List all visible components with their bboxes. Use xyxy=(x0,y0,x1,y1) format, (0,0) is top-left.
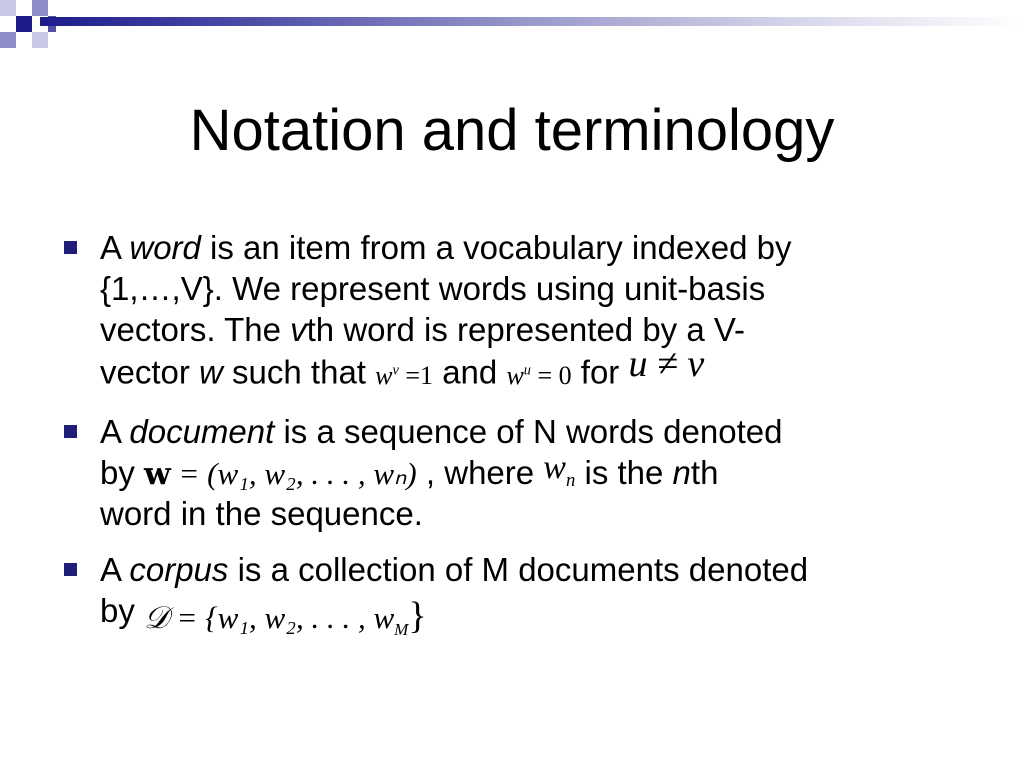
banner-square xyxy=(32,0,48,16)
term-corpus: corpus xyxy=(129,551,229,588)
math-symbol: = 0 xyxy=(530,360,572,390)
text: word in the sequence. xyxy=(100,495,423,532)
equation-w-v-equals-1 xyxy=(375,361,433,390)
banner-square xyxy=(0,32,16,48)
equation-u-not-equal-v: u ≠ v xyxy=(628,342,705,385)
bullet-square-icon xyxy=(64,563,77,576)
text: is a sequence of N words denoted xyxy=(274,413,783,450)
slide-title: Notation and terminology xyxy=(189,98,835,163)
bullet-corpus-definition xyxy=(100,549,980,640)
text: A xyxy=(100,229,130,266)
equation-w-n xyxy=(543,449,576,491)
text: th xyxy=(690,454,719,491)
text: , where xyxy=(416,454,544,491)
bullet-line xyxy=(100,309,980,350)
math-symbol: = (w₁, w₂, . . . , wₙ) xyxy=(170,456,417,491)
bullet-square-icon xyxy=(64,425,77,438)
math-subscript: M xyxy=(394,620,409,640)
bullet-line xyxy=(100,493,980,534)
text: vector xyxy=(100,353,200,391)
bullet-line xyxy=(100,268,980,309)
banner-square xyxy=(16,16,32,32)
math-symbol: } xyxy=(408,595,427,637)
bullet-line xyxy=(100,590,980,640)
math-symbol: =1 xyxy=(398,360,434,390)
bullet-line xyxy=(100,411,980,452)
variable-v: v xyxy=(290,311,307,348)
text: th word is represented by a V- xyxy=(306,311,746,348)
bullet-line xyxy=(100,549,980,590)
text: is the xyxy=(575,454,673,491)
equation-corpus-set xyxy=(144,595,427,640)
math-symbol: 𝒟 = {w₁, w₂, . . . , w xyxy=(144,600,395,635)
text: by xyxy=(100,454,145,491)
bullet-square-icon xyxy=(64,241,77,254)
text: is an item from a vocabulary indexed by xyxy=(200,229,792,266)
text: vectors. The xyxy=(100,311,291,348)
math-subscript: n xyxy=(565,469,576,491)
math-symbol: w xyxy=(375,360,393,390)
equation-w-u-equals-0 xyxy=(506,361,571,390)
text: and xyxy=(433,353,507,391)
bullet-line xyxy=(100,449,980,493)
text: for xyxy=(571,353,629,391)
text: such that xyxy=(222,353,376,391)
bullet-line xyxy=(100,342,980,391)
equation-document-sequence xyxy=(144,456,417,491)
bullet-word-definition xyxy=(100,227,980,391)
variable-w: w xyxy=(199,353,223,391)
math-symbol: w xyxy=(506,360,524,390)
math-symbol: w xyxy=(543,449,566,486)
text: A xyxy=(100,551,130,588)
decorative-banner xyxy=(0,0,1024,62)
term-document: document xyxy=(129,413,275,450)
bullet-line xyxy=(100,227,980,268)
banner-square xyxy=(32,32,48,48)
text: is a collection of M documents denoted xyxy=(228,551,809,588)
banner-gradient-bar xyxy=(40,17,1024,26)
term-word: word xyxy=(129,229,201,266)
variable-n: n xyxy=(672,454,691,491)
bullet-document-definition xyxy=(100,411,980,534)
math-superscript: v xyxy=(392,362,399,378)
banner-square xyxy=(0,0,16,16)
math-bold-symbol: w xyxy=(144,456,171,492)
text: {1,…,V}. We represent words using unit-basis xyxy=(100,270,766,307)
text: A xyxy=(100,413,130,450)
text: by xyxy=(100,592,145,629)
math-superscript: u xyxy=(523,362,531,378)
